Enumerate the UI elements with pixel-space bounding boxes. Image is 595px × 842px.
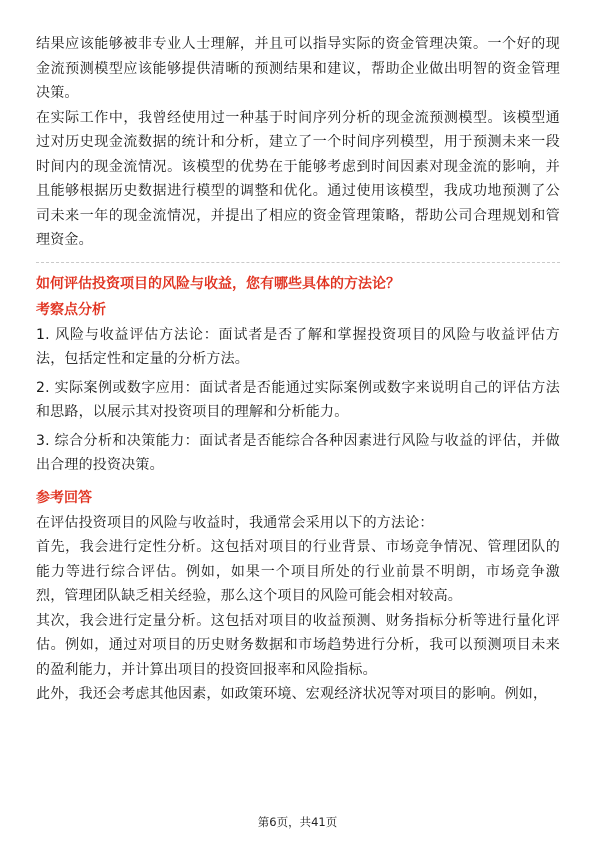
answer-heading: 参考回答 <box>36 489 92 506</box>
page-number-footer: 第6页，共41页 <box>257 815 338 829</box>
analysis-item-3: 3. 综合分析和决策能力：面试者是否能综合各种因素进行风险与收益的评估，并做出合理的投资决策。 <box>36 432 560 473</box>
intro-paragraph-2: 在实际工作中，我曾经使用过一种基于时间序列分析的现金流预测模型。该模型通过对历史现金流数据的统计和分析，建立了一个时间序列模型，用于预测未来一段时间内的现金流情况。该模型的优势在于能够考虑到时间因素对现金流的影响，并且能够根据历史数据进行模型的调整和优化。通过使用该模型，我成功地预测了公司未来一年的现金流情况，并提出了相应的资金管理策略，帮助公司合理规划和管理资金。 <box>36 109 560 248</box>
answer-paragraph-3: 其次，我会进行定量分析。这包括对项目的收益预测、财务指标分析等进行量化评估。例如，通过对项目的历史财务数据和市场趋势进行分析，我可以预测项目未来的盈利能力，并计算出项目的投资回报率和风险指标。 <box>36 612 560 678</box>
answer-paragraph-2: 首先，我会进行定性分析。这包括对项目的行业背景、市场竞争情况、管理团队的能力等进行综合评估。例如，如果一个项目所处的行业前景不明朗，市场竞争激烈，管理团队缺乏相关经验，那么这个项目的风险可能会相对较高。 <box>36 539 560 604</box>
intro-paragraph-1: 结果应该能够被非专业人士理解，并且可以指导实际的资金管理决策。一个好的现金流预测模型应该能够提供清晰的预测结果和建议，帮助企业做出明智的资金管理决策。 <box>36 36 560 101</box>
question-heading: 如何评估投资项目的风险与收益，您有哪些具体的方法论？ <box>36 275 400 292</box>
analysis-list <box>36 323 560 478</box>
answer-paragraph-4: 此外，我还会考虑其他因素，如政策环境、宏观经济状况等对项目的影响。例如， <box>36 686 548 702</box>
analysis-item-2: 2. 实际案例或数字应用：面试者是否能通过实际案例或数字来说明自己的评估方法和思路，以展示其对投资项目的理解和分析能力。 <box>36 379 560 420</box>
analysis-item-1: 1. 风险与收益评估方法论：面试者是否了解和掌握投资项目的风险与收益评估方法，包括定性和定量的分析方法。 <box>36 326 560 367</box>
analysis-heading: 考察点分析 <box>36 301 106 318</box>
section-divider <box>36 262 560 263</box>
document-page <box>36 32 560 707</box>
answer-paragraph-1: 在评估投资项目的风险与收益时，我通常会采用以下的方法论： <box>36 514 434 531</box>
